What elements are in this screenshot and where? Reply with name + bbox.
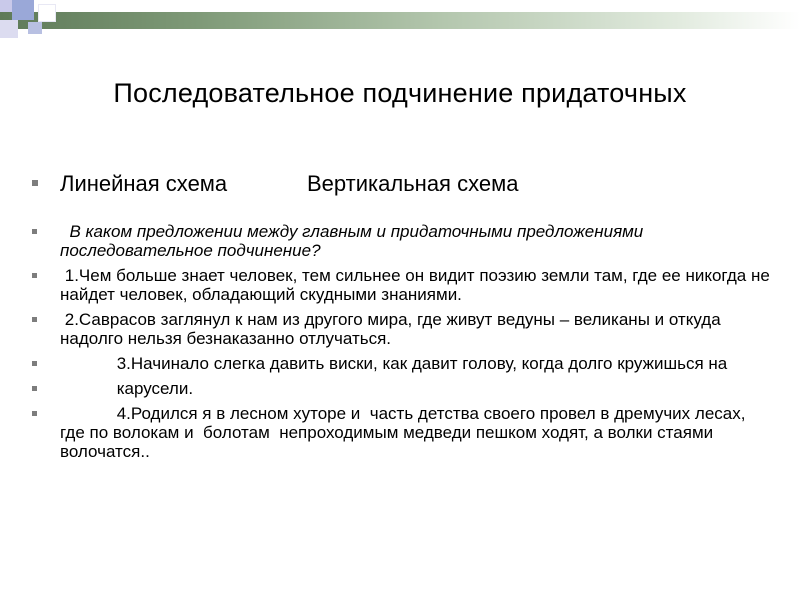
sentence-text: 3.Начинало слегка давить виски, как давит голову, когда долго кружишься на xyxy=(60,354,728,373)
sentence-text: 1.Чем больше знает человек, тем сильнее он видит поэзию земли там, где ее никогда не найдет человек, обладающий скудными знаниями. xyxy=(60,266,775,304)
sentence-item xyxy=(32,354,772,373)
linear-scheme-label: Линейная схема xyxy=(60,171,228,196)
decorative-square xyxy=(0,0,12,12)
bullet-square-icon xyxy=(32,273,37,278)
decorative-square xyxy=(28,22,42,34)
sentence-text: В каком предложении между главным и придаточными предложениями последовательное подчинение? xyxy=(60,222,648,260)
bullet-square-icon xyxy=(32,411,37,416)
bullet-square-icon xyxy=(32,361,37,366)
decorative-header-bar xyxy=(0,12,800,29)
sentence-text: 2.Саврасов заглянул к нам из другого мира, где живут ведуны – великаны и откуда надолго нельзя безнаказанно отлучаться. xyxy=(60,310,726,348)
bullet-square-icon xyxy=(32,317,37,322)
sentence-text: карусели. xyxy=(60,379,194,398)
sentence-text: 4.Родился я в лесном хуторе и часть детства своего провел в дремучих лесах, где по волокам и болотам непроходимым медведи пешком ходят, а волки стаями волочатся.. xyxy=(60,404,751,461)
bullet-square-icon xyxy=(32,180,38,186)
sentence-list xyxy=(32,222,775,467)
decorative-square xyxy=(0,20,18,38)
question-item xyxy=(32,222,772,260)
slide-title: Последовательное подчинение придаточных xyxy=(113,78,687,108)
decorative-square xyxy=(38,4,56,22)
sentence-item xyxy=(32,379,772,398)
bullet-square-icon xyxy=(32,229,37,234)
sentence-item xyxy=(32,404,772,461)
vertical-scheme-label: Вертикальная схема xyxy=(307,171,519,196)
bullet-square-icon xyxy=(32,386,37,391)
sentence-item xyxy=(32,310,772,348)
decorative-square xyxy=(12,0,34,20)
sentence-item xyxy=(32,266,775,304)
